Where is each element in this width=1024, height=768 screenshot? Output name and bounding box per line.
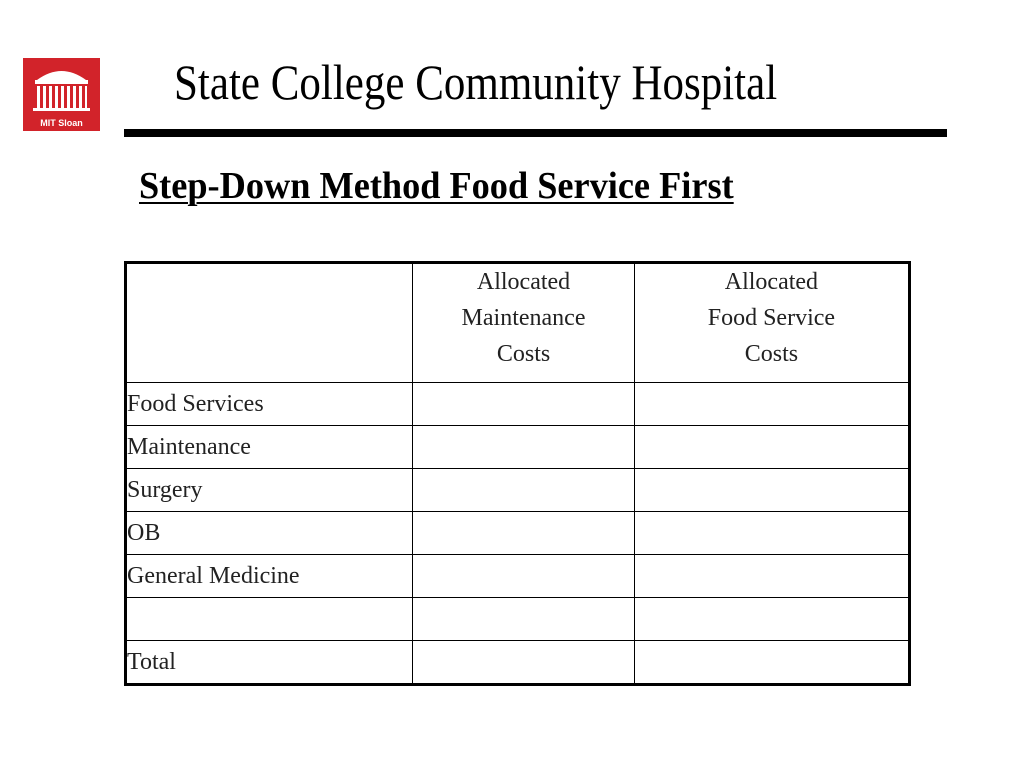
table-cell (634, 383, 909, 426)
slide-title: State College Community Hospital (174, 54, 778, 110)
table-row (126, 426, 910, 469)
table-cell (413, 512, 635, 555)
table-row (126, 598, 910, 641)
table-cell (634, 426, 909, 469)
table-row (126, 383, 910, 426)
header-allocated-maintenance-costs (413, 263, 635, 383)
title-divider (124, 129, 947, 137)
table-cell (413, 641, 635, 685)
allocation-table (124, 261, 911, 686)
table-cell (413, 383, 635, 426)
table-cell (413, 598, 635, 641)
logo-text-sloan: Sloan (58, 118, 83, 128)
table-row (126, 641, 910, 685)
header-line: Allocated (476, 269, 571, 295)
table-corner-cell (126, 263, 413, 383)
row-label: Food Services (126, 383, 413, 426)
row-label: OB (126, 512, 413, 555)
header-line: Food Service (707, 305, 836, 331)
row-label: Surgery (126, 469, 413, 512)
table-cell (634, 469, 909, 512)
row-label: General Medicine (126, 555, 413, 598)
header-line: Costs (496, 341, 551, 367)
header-line: Maintenance (461, 305, 586, 331)
table-row (126, 512, 910, 555)
table-row (126, 469, 910, 512)
header-line: Costs (744, 341, 799, 367)
table-row (126, 555, 910, 598)
header-allocated-food-service-costs (634, 263, 909, 383)
header-line: Allocated (724, 269, 819, 295)
table-cell (634, 512, 909, 555)
row-label: Total (126, 641, 413, 685)
table-cell (413, 426, 635, 469)
logo-text-mit: MIT (40, 118, 56, 128)
mit-sloan-logo (23, 58, 100, 131)
table-cell (634, 555, 909, 598)
mit-dome-icon (23, 58, 100, 118)
table-cell (634, 641, 909, 685)
slide-subtitle: Step-Down Method Food Service First (139, 165, 734, 207)
table-header-row (126, 263, 910, 383)
row-label (126, 598, 413, 641)
table-cell (413, 555, 635, 598)
row-label: Maintenance (126, 426, 413, 469)
table-cell (634, 598, 909, 641)
table-cell (413, 469, 635, 512)
